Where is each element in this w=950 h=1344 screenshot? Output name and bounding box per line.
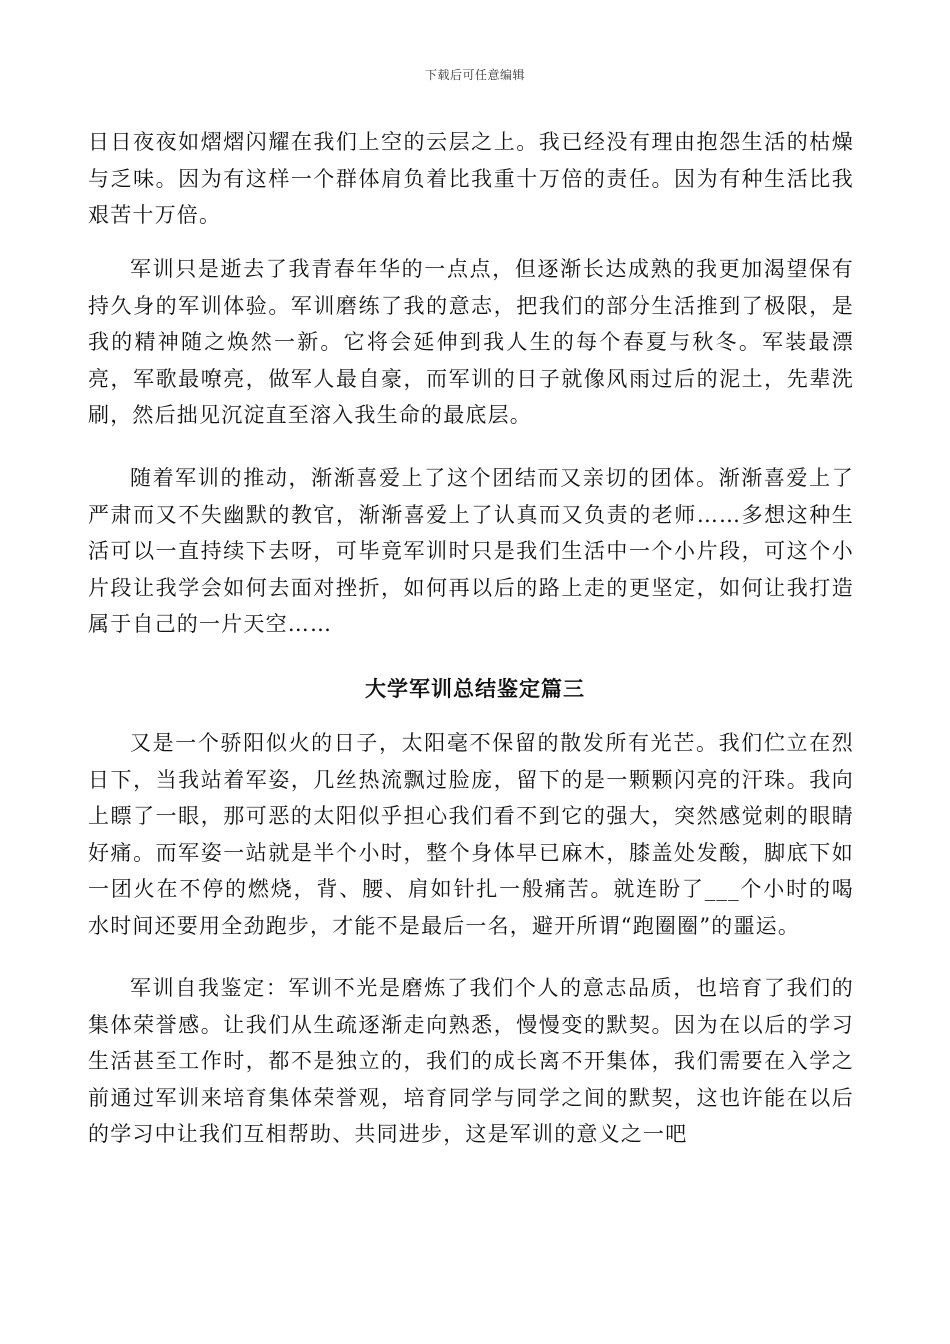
section-paragraph-1: 又是一个骄阳似火的日子，太阳毫不保留的散发所有光芒。我们伫立在烈日下，当我站着军姿，几丝热流飘过脸庞，留下的是一颗颗闪亮的汗珠。我向上瞟了一眼，那可恶的太阳似乎担心我们看不到它的强大，突然感觉刺的眼睛好痛。而军姿一站就是半个小时，整个身体早已麻木，膝盖处发酸，脚底下如一团火在不停的燃烧，背、腰、肩如针扎一般痛苦。就连盼了___个小时的喝水时间还要用全劲跑步，才能不是最后一名，避开所谓“跑圈圈”的噩运。 — [88, 731, 854, 938]
paragraph-2: 军训只是逝去了我青春年华的一点点，但逐渐长达成熟的我更加渴望保有持久身的军训体验。军训磨练了我的意志，把我们的部分生活推到了极限，是我的精神随之焕然一新。它将会延伸到我人生的每个春夏与秋冬。军装最漂亮，军歌最嘹亮，做军人最自豪，而军训的日子就像风雨过后的泥土，先辈洗刷，然后拙见沉淀直至溶入我生命的最底层。 — [88, 257, 854, 427]
page-header: 下载后可任意编辑 — [424, 68, 525, 82]
section-paragraph-2: 军训自我鉴定：军训不光是磨炼了我们个人的意志品质，也培育了我们的集体荣誉感。让我们从生疏逐渐走向熟悉，慢慢变的默契。因为在以后的学习生活甚至工作时，都不是独立的，我们的成长离不开集体，我们需要在入学之前通过军训来培育集体荣誉观，培育同学与同学之间的默契，这也许能在以后的学习中让我们互相帮助、共同进步，这是军训的意义之一吧 — [88, 976, 854, 1146]
paragraph-3: 随着军训的推动，渐渐喜爱上了这个团结而又亲切的团体。渐渐喜爱上了严肃而又不失幽默的教官，渐渐喜爱上了认真而又负责的老师……多想这种生活可以一直持续下去呀，可毕竟军训时只是我们生活中一个小片段，可这个小片段让我学会如何去面对挫折，如何再以后的路上走的更坚定，如何让我打造属于自己的一片天空…… — [88, 466, 854, 636]
section-title: 大学军训总结鉴定篇三 — [365, 676, 585, 701]
paragraph-1: 日日夜夜如熠熠闪耀在我们上空的云层之上。我已经没有理由抱怨生活的枯燥与乏味。因为有这样一个群体肩负着比我重十万倍的责任。因为有种生活比我艰苦十万倍。 — [88, 130, 854, 227]
